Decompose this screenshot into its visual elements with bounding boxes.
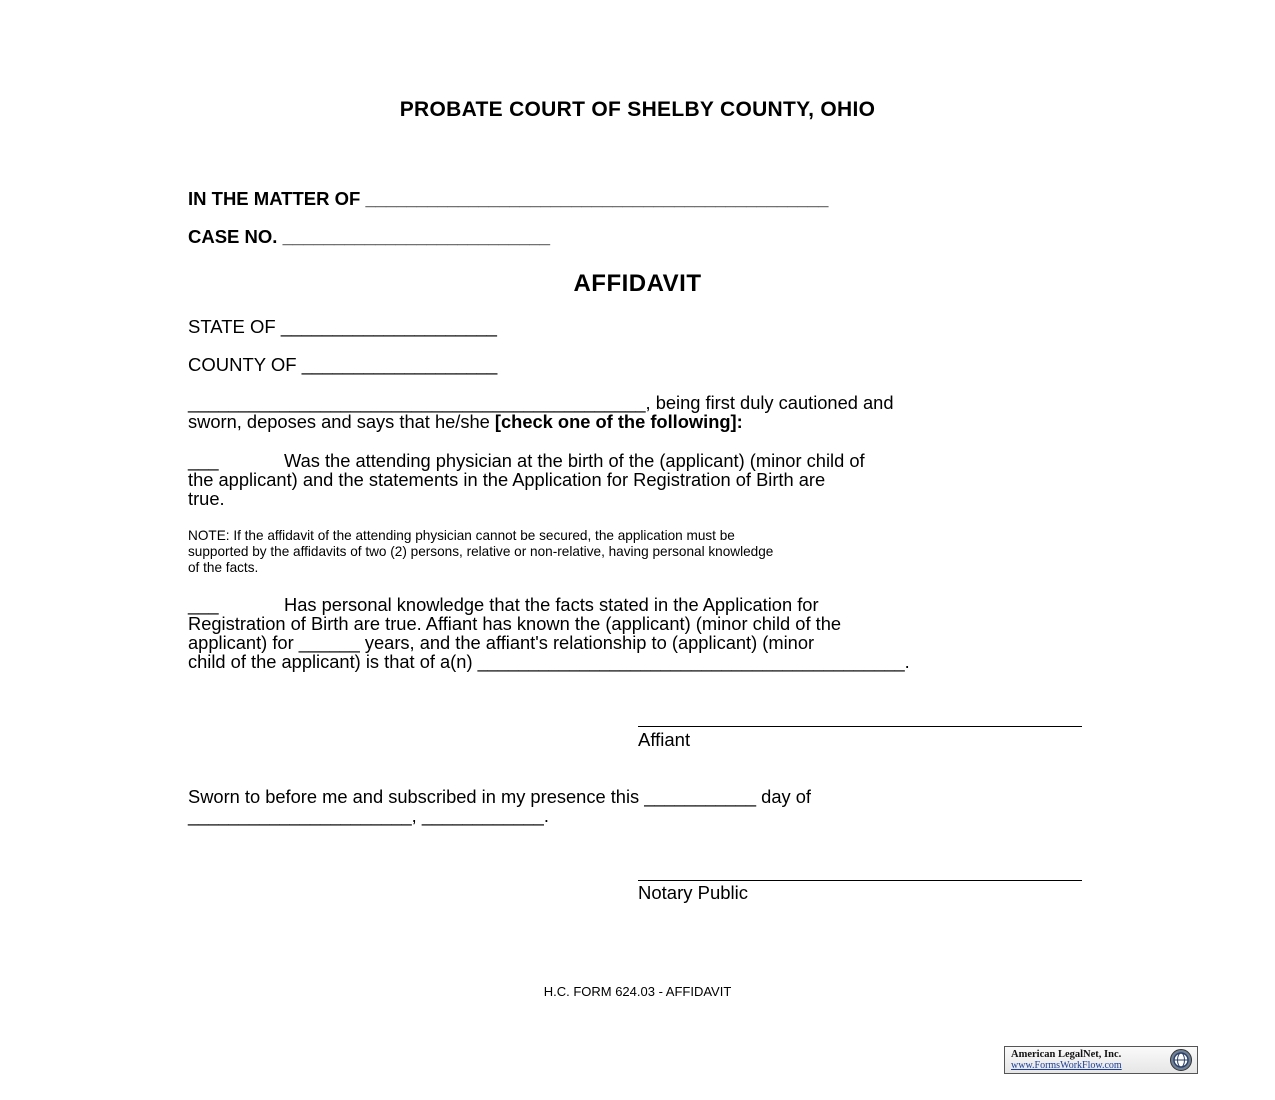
form-code: H.C. FORM 624.03 - AFFIDAVIT bbox=[543, 984, 732, 999]
county-label: COUNTY OF bbox=[188, 354, 297, 375]
county-row bbox=[188, 354, 497, 376]
option-knowledge-text-2: Registration of Birth are true. Affiant has known the (applicant) (minor child of the bbox=[188, 613, 842, 634]
affiant-label: Affiant bbox=[638, 729, 691, 750]
option-knowledge bbox=[188, 595, 1088, 671]
option-physician-text-1: Was the attending physician at the birth of the (applicant) (minor child of bbox=[284, 450, 865, 471]
state-row bbox=[188, 316, 497, 338]
jurat-line-1: Sworn to before me and subscribed in my presence this ___________ day of bbox=[188, 786, 811, 807]
case-number-blank[interactable]: __________________________ bbox=[282, 226, 551, 247]
option-knowledge-text-1: Has personal knowledge that the facts stated in the Application for bbox=[284, 594, 819, 615]
logo-url[interactable]: www.FormsWorkFlow.com bbox=[1011, 1060, 1122, 1071]
intro-line-1 bbox=[188, 393, 1088, 412]
state-blank[interactable]: _____________________ bbox=[280, 316, 497, 337]
option-physician-line-1 bbox=[188, 451, 1088, 470]
option-physician-text-3: true. bbox=[188, 488, 225, 509]
check-instruction: [check one of the following]: bbox=[494, 411, 743, 432]
note-line-3: of the facts. bbox=[188, 560, 259, 575]
matter-blank[interactable]: _____________________________________________ bbox=[365, 188, 829, 209]
affiant-signature-line[interactable] bbox=[638, 726, 1082, 727]
document-title: AFFIDAVIT bbox=[573, 270, 702, 297]
intro-text-1: , being first duly cautioned and bbox=[645, 392, 894, 413]
option-knowledge-text-3: applicant) for ______ years, and the affiant's relationship to (applicant) (minor bbox=[188, 632, 815, 653]
affiant-name-blank[interactable]: _____________________________________________ bbox=[188, 392, 646, 413]
note-line-1: NOTE: If the affidavit of the attending physician cannot be secured, the application must be bbox=[188, 528, 735, 543]
notary-signature-line[interactable] bbox=[638, 880, 1082, 881]
option-knowledge-checkbox[interactable]: ___ bbox=[188, 594, 219, 615]
notary-label: Notary Public bbox=[638, 882, 749, 903]
case-number-label: CASE NO. bbox=[188, 226, 278, 247]
option-physician-checkbox[interactable]: ___ bbox=[188, 450, 219, 471]
note-block bbox=[188, 528, 1088, 576]
globe-icon bbox=[1169, 1048, 1193, 1072]
option-knowledge-text-4: child of the applicant) is that of a(n) __________________________________________. bbox=[188, 651, 910, 672]
matter-label: IN THE MATTER OF bbox=[188, 188, 361, 209]
publisher-logo[interactable] bbox=[1004, 1046, 1198, 1074]
option-physician bbox=[188, 451, 1088, 508]
note-line-2: supported by the affidavits of two (2) persons, relative or non-relative, having personal knowledge bbox=[188, 544, 774, 559]
intro-text-2: sworn, deposes and says that he/she bbox=[188, 411, 490, 432]
logo-company-name: American LegalNet, Inc. bbox=[1011, 1049, 1122, 1060]
intro-paragraph bbox=[188, 393, 1088, 431]
intro-line-2 bbox=[188, 412, 1088, 431]
matter-field-row bbox=[188, 188, 828, 210]
jurat bbox=[188, 787, 1088, 825]
court-title: PROBATE COURT OF SHELBY COUNTY, OHIO bbox=[399, 98, 876, 121]
option-physician-text-2: the applicant) and the statements in the Application for Registration of Birth are bbox=[188, 469, 826, 490]
case-number-row bbox=[188, 226, 550, 248]
state-label: STATE OF bbox=[188, 316, 276, 337]
county-blank[interactable]: ___________________ bbox=[301, 354, 498, 375]
option-knowledge-line-1 bbox=[188, 595, 1088, 614]
jurat-line-2: ______________________, ____________. bbox=[188, 805, 549, 826]
